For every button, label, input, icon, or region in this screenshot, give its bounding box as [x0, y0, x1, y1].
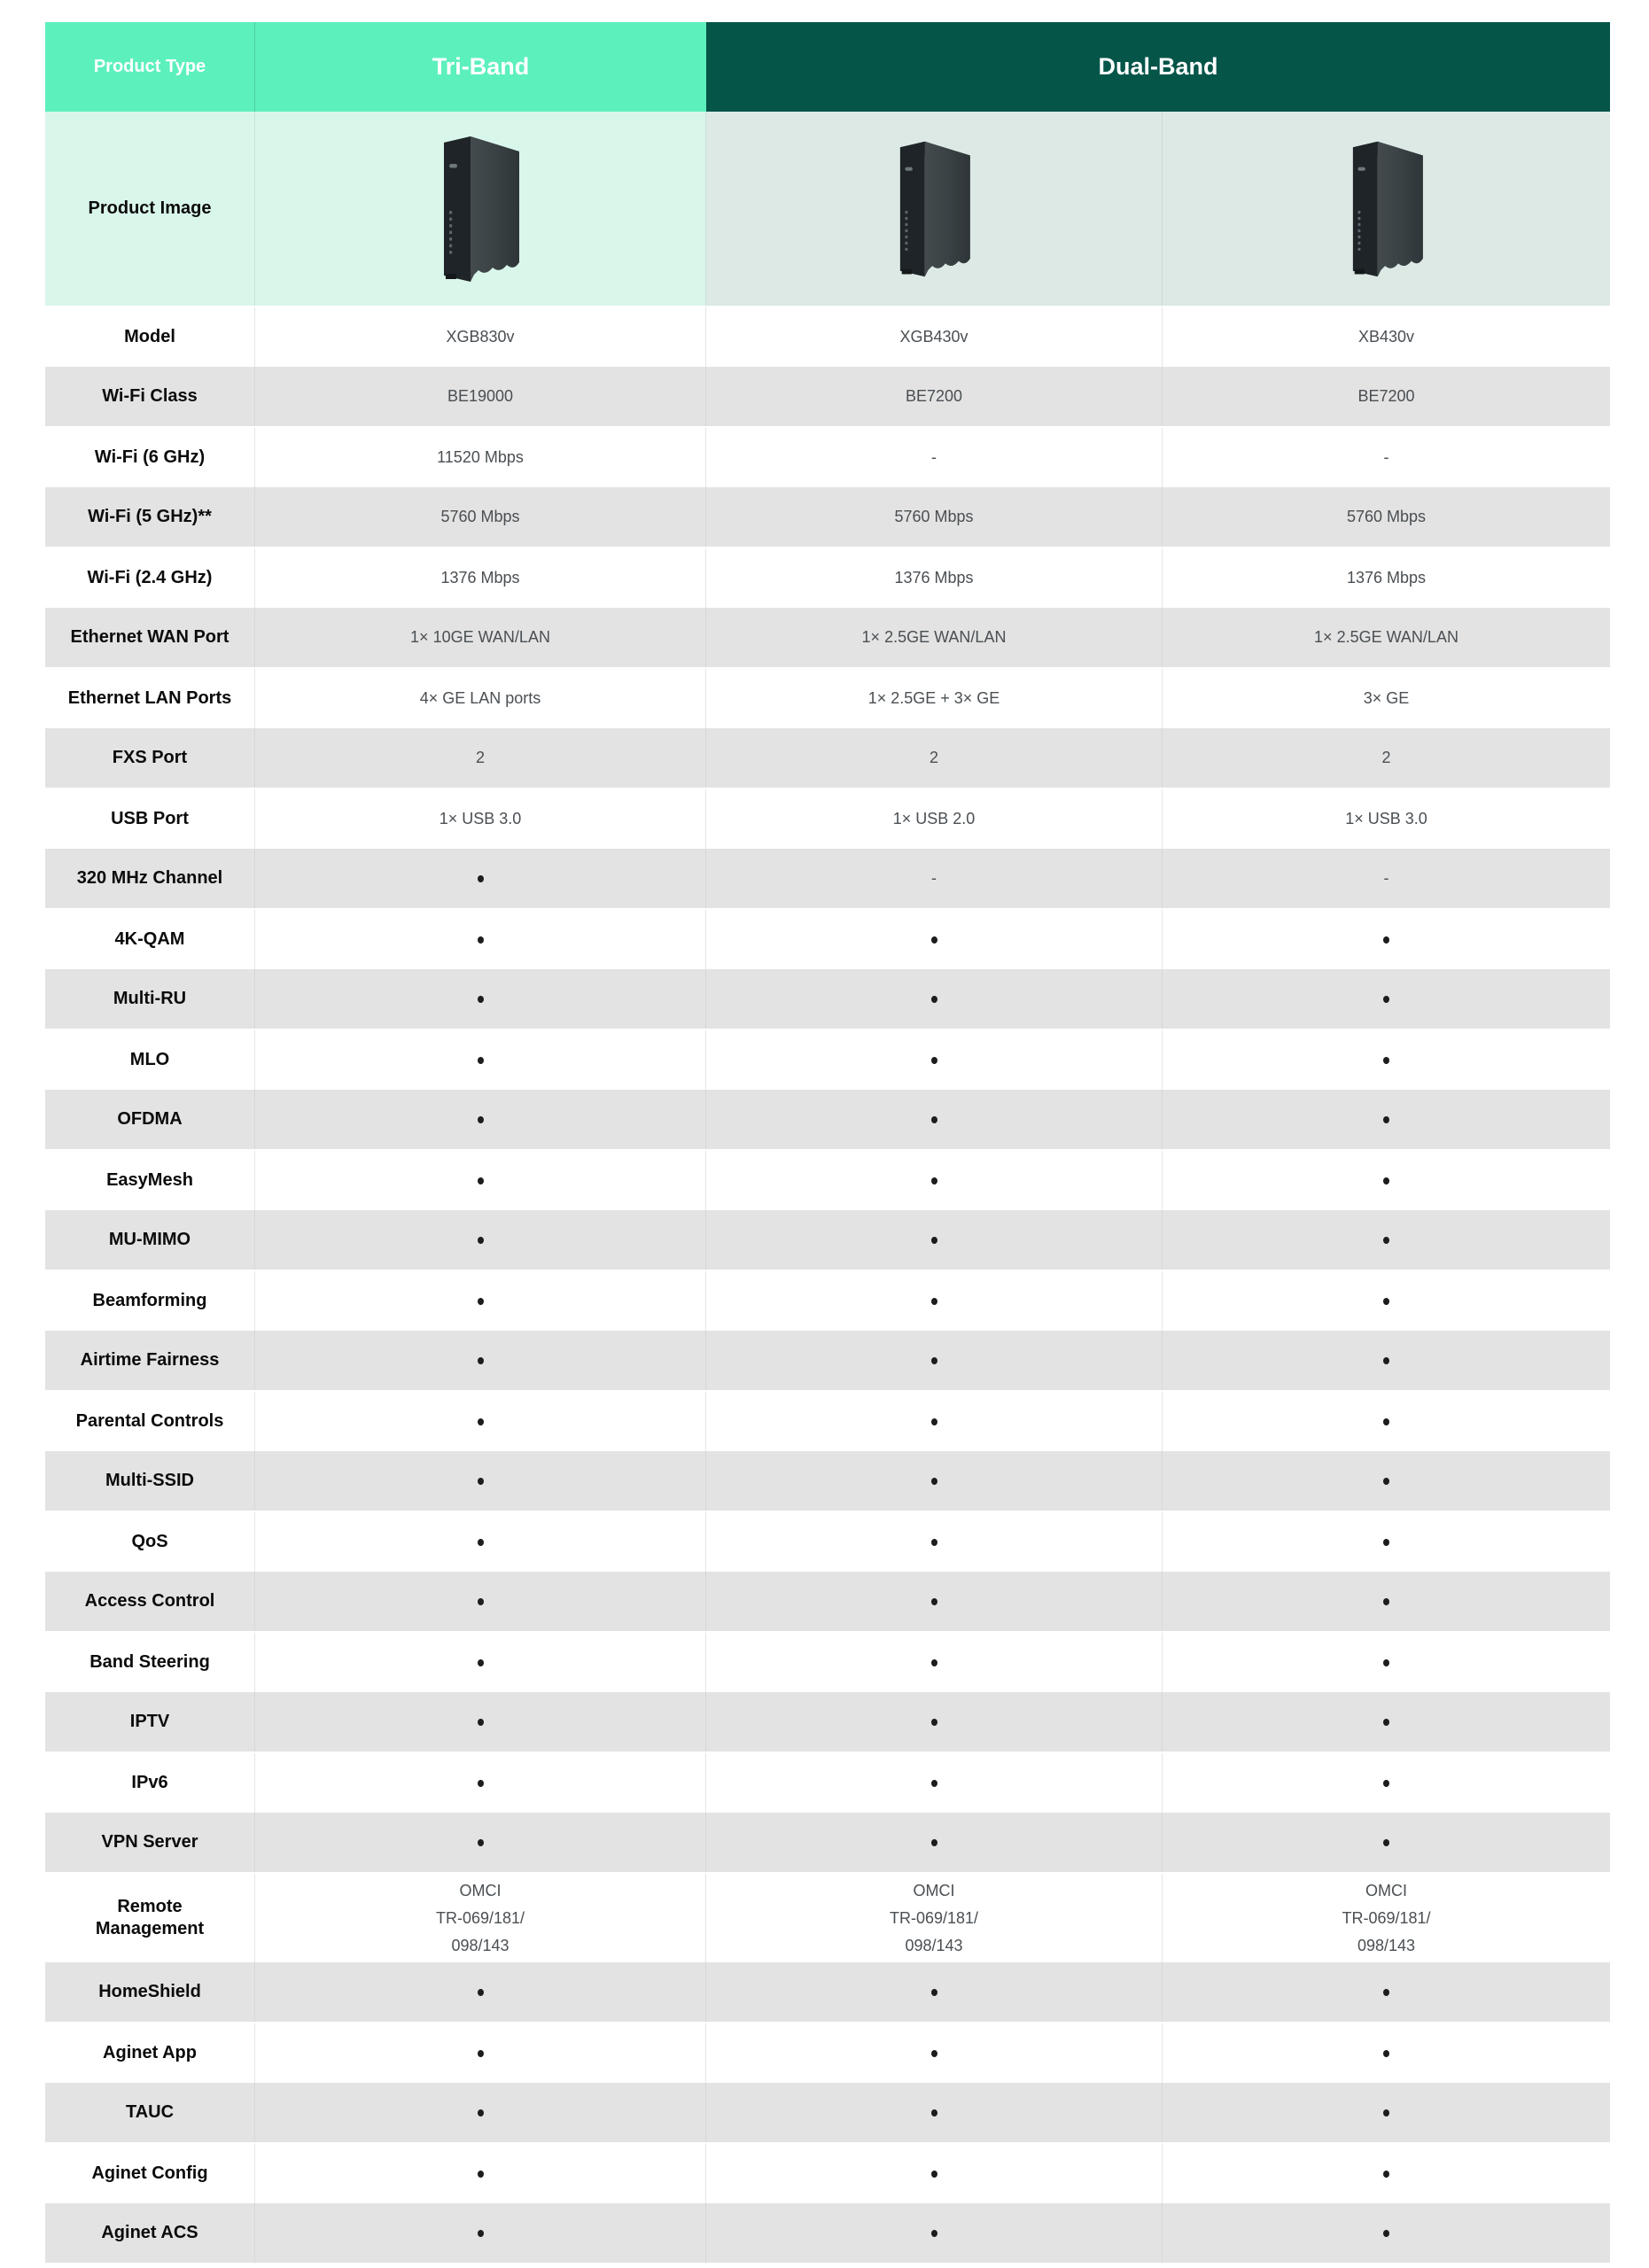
- feature-supported-cell: [1163, 2144, 1610, 2203]
- spec-row: [45, 1962, 1610, 2023]
- spec-row: [45, 849, 1610, 910]
- router-image: [434, 131, 526, 287]
- bullet-dot-icon: [931, 1237, 937, 1244]
- bullet-dot-icon: [1383, 1237, 1389, 1244]
- row-label: [45, 1090, 255, 1149]
- spec-row: [45, 307, 1610, 367]
- bullet-dot-icon: [931, 1418, 937, 1425]
- feature-supported-cell: [1163, 1331, 1610, 1390]
- spec-row: [45, 1331, 1610, 1392]
- feature-supported-cell: [255, 1692, 706, 1751]
- bullet-dot-icon: [1383, 2050, 1389, 2057]
- bullet-dot-icon: [1383, 1659, 1389, 1666]
- product-image-row: [45, 112, 1610, 307]
- row-label-text: Model: [124, 327, 175, 346]
- feature-supported-cell: [706, 969, 1163, 1029]
- spec-value: BE7200: [706, 367, 1163, 426]
- bullet-dot-icon: [931, 1177, 937, 1184]
- row-label: [45, 849, 255, 908]
- bullet-dot-icon: [478, 875, 484, 882]
- bullet-dot-icon: [478, 1237, 484, 1244]
- feature-supported-cell: [255, 1210, 706, 1270]
- spec-row: [45, 1692, 1610, 1753]
- bullet-dot-icon: [1383, 1177, 1389, 1184]
- dual-band-label: Dual-Band: [1098, 53, 1218, 80]
- spec-row: [45, 1151, 1610, 1210]
- feature-supported-cell: [255, 1030, 706, 1090]
- bullet-dot-icon: [1383, 1116, 1389, 1123]
- feature-supported-cell: [255, 1753, 706, 1813]
- bullet-dot-icon: [931, 1539, 937, 1546]
- spec-value: 1× 2.5GE WAN/LAN: [706, 608, 1163, 667]
- row-label: [45, 2083, 255, 2142]
- row-label-text: Aginet App: [103, 2043, 197, 2062]
- row-label-text: MU-MIMO: [108, 1230, 191, 1249]
- spec-row: [45, 789, 1610, 849]
- row-label-text: MLO: [129, 1050, 170, 1069]
- row-label: [45, 728, 255, 788]
- feature-supported-cell: [255, 1331, 706, 1390]
- row-label-text: IPTV: [129, 1712, 170, 1731]
- bullet-dot-icon: [931, 936, 937, 944]
- product-image-label-cell: [45, 112, 255, 306]
- row-label-text: Multi-SSID: [105, 1471, 194, 1490]
- feature-supported-cell: [255, 1572, 706, 1631]
- bullet-dot-icon: [1383, 1478, 1389, 1485]
- feature-supported-cell: [1163, 1210, 1610, 1270]
- feature-supported-cell: [706, 1633, 1163, 1692]
- row-label: [45, 1813, 255, 1872]
- spec-value: -: [706, 428, 1163, 487]
- spec-value-line: OMCI: [1365, 1881, 1407, 1899]
- feature-supported-cell: [1163, 1572, 1610, 1631]
- spec-value: 3× GE: [1363, 689, 1410, 707]
- feature-supported-cell: [255, 969, 706, 1029]
- feature-supported-cell: [255, 849, 706, 908]
- row-label-text: QoS: [131, 1532, 168, 1551]
- bullet-dot-icon: [1383, 1357, 1389, 1364]
- feature-supported-cell: [706, 1451, 1163, 1511]
- bullet-dot-icon: [1383, 1418, 1389, 1425]
- table-header-row: [45, 22, 1610, 112]
- bullet-dot-icon: [478, 1598, 484, 1605]
- feature-supported-cell: [1163, 2203, 1610, 2263]
- spec-value: 5760 Mbps: [706, 487, 1163, 547]
- bullet-dot-icon: [478, 1357, 484, 1364]
- spec-value: XB430v: [1357, 328, 1415, 346]
- feature-supported-cell: [1163, 1271, 1610, 1331]
- spec-value: 1× USB 3.0: [1345, 810, 1427, 827]
- row-label-text: Access Control: [84, 1591, 215, 1611]
- bullet-dot-icon: [478, 1298, 484, 1305]
- row-label: [45, 1210, 255, 1270]
- feature-supported-cell: [255, 2023, 706, 2083]
- spec-row: [45, 969, 1610, 1030]
- spec-value: -: [706, 849, 1163, 908]
- router-image: [888, 131, 980, 287]
- feature-supported-cell: [255, 910, 706, 969]
- bullet-dot-icon: [478, 2171, 484, 2178]
- row-label: [45, 1512, 255, 1572]
- dual-band-header: [706, 22, 1610, 112]
- feature-supported-cell: [255, 1962, 706, 2022]
- bullet-dot-icon: [478, 1719, 484, 1726]
- row-label: [45, 2144, 255, 2203]
- spec-row: [45, 1210, 1610, 1271]
- feature-supported-cell: [706, 1151, 1163, 1210]
- feature-supported-cell: [706, 2144, 1163, 2203]
- row-label: [45, 1271, 255, 1331]
- spec-table-body: [45, 307, 1610, 2264]
- bullet-dot-icon: [478, 1780, 484, 1787]
- product-image-cell-xgb830v: [255, 112, 706, 306]
- feature-supported-cell: [706, 1512, 1163, 1572]
- spec-value: 5760 Mbps: [255, 487, 706, 547]
- spec-row: [45, 1271, 1610, 1331]
- row-label: [45, 1331, 255, 1390]
- spec-value-multiline: [706, 1874, 1163, 1962]
- bullet-dot-icon: [931, 1357, 937, 1364]
- row-label: [45, 1962, 255, 2022]
- spec-value: 1376 Mbps: [706, 548, 1163, 608]
- feature-supported-cell: [1163, 969, 1610, 1029]
- spec-value: 1× USB 2.0: [706, 789, 1163, 849]
- bullet-dot-icon: [1383, 1839, 1389, 1846]
- spec-value-line: TR-069/181/: [889, 1908, 979, 1927]
- bullet-dot-icon: [478, 1478, 484, 1485]
- row-label-text: Wi-Fi (5 GHz)**: [88, 507, 212, 526]
- spec-row: [45, 728, 1610, 789]
- feature-supported-cell: [706, 1572, 1163, 1631]
- row-label-text: VPN Server: [101, 1832, 198, 1852]
- feature-supported-cell: [255, 1813, 706, 1872]
- spec-value-line: OMCI: [913, 1881, 955, 1899]
- row-label: [45, 608, 255, 667]
- bullet-dot-icon: [931, 996, 937, 1003]
- row-label-text: Wi-Fi (2.4 GHz): [87, 568, 213, 587]
- bullet-dot-icon: [478, 1989, 484, 1996]
- feature-supported-cell: [1163, 910, 1610, 969]
- feature-supported-cell: [255, 1090, 706, 1149]
- row-label-text: Wi-Fi (6 GHz): [94, 447, 206, 467]
- feature-supported-cell: [1163, 1090, 1610, 1149]
- spec-value-multiline: [1163, 1874, 1610, 1962]
- feature-supported-cell: [1163, 1813, 1610, 1872]
- spec-row: [45, 548, 1610, 608]
- spec-value: 1× 10GE WAN/LAN: [255, 608, 706, 667]
- feature-supported-cell: [706, 2083, 1163, 2142]
- spec-value: BE19000: [255, 367, 706, 426]
- feature-supported-cell: [706, 1392, 1163, 1451]
- feature-supported-cell: [1163, 1512, 1610, 1572]
- spec-value-line: TR-069/181/: [435, 1908, 525, 1927]
- row-label: [45, 2023, 255, 2083]
- feature-supported-cell: [706, 910, 1163, 969]
- feature-supported-cell: [1163, 2083, 1610, 2142]
- row-label: [45, 428, 255, 487]
- router-illustration: [891, 136, 977, 282]
- spec-value: 1× USB 3.0: [255, 789, 706, 849]
- spec-value: 1376 Mbps: [255, 548, 706, 608]
- row-label: [45, 1692, 255, 1751]
- bullet-dot-icon: [1383, 2230, 1389, 2237]
- row-label: [45, 1451, 255, 1511]
- row-label-text: TAUC: [125, 2102, 175, 2122]
- row-label: [45, 910, 255, 969]
- feature-supported-cell: [706, 1331, 1163, 1390]
- bullet-dot-icon: [1383, 1298, 1389, 1305]
- spec-value: XGB830v: [255, 307, 706, 367]
- tri-band-header: [255, 22, 706, 112]
- bullet-dot-icon: [1383, 2109, 1389, 2117]
- feature-supported-cell: [706, 2023, 1163, 2083]
- comparison-table: [45, 22, 1610, 2264]
- feature-supported-cell: [255, 1151, 706, 1210]
- spec-value-line: TR-069/181/: [1342, 1908, 1431, 1927]
- feature-supported-cell: [706, 1692, 1163, 1751]
- row-label-text: IPv6: [131, 1773, 168, 1792]
- bullet-dot-icon: [931, 1780, 937, 1787]
- feature-supported-cell: [1163, 1451, 1610, 1511]
- feature-supported-cell: [706, 1813, 1163, 1872]
- row-label: [45, 367, 255, 426]
- row-label: [45, 1392, 255, 1451]
- feature-supported-cell: [706, 1753, 1163, 1813]
- bullet-dot-icon: [478, 2230, 484, 2237]
- product-type-label: Product Type: [93, 57, 206, 76]
- spec-row: [45, 1633, 1610, 1692]
- bullet-dot-icon: [478, 1839, 484, 1846]
- spec-row: [45, 428, 1610, 487]
- row-label-text: FXS Port: [112, 748, 188, 767]
- spec-value-line: 098/143: [905, 1936, 963, 1954]
- spec-row: [45, 2083, 1610, 2144]
- bullet-dot-icon: [1383, 1719, 1389, 1726]
- router-illustration: [1343, 136, 1429, 282]
- spec-value: 4× GE LAN ports: [255, 669, 706, 728]
- feature-supported-cell: [1163, 1030, 1610, 1090]
- feature-supported-cell: [1163, 2023, 1610, 2083]
- spec-row: [45, 669, 1610, 728]
- bullet-dot-icon: [931, 2171, 937, 2178]
- feature-supported-cell: [706, 1090, 1163, 1149]
- bullet-dot-icon: [478, 996, 484, 1003]
- bullet-dot-icon: [931, 1839, 937, 1846]
- spec-value: 5760 Mbps: [1346, 508, 1427, 525]
- bullet-dot-icon: [931, 1659, 937, 1666]
- spec-value-line: 098/143: [451, 1936, 509, 1954]
- bullet-dot-icon: [1383, 996, 1389, 1003]
- bullet-dot-icon: [931, 1719, 937, 1726]
- spec-row: [45, 1392, 1610, 1451]
- row-label: [45, 1151, 255, 1210]
- bullet-dot-icon: [1383, 1598, 1389, 1605]
- row-label-text: HomeShield: [98, 1982, 201, 2001]
- spec-row: [45, 2023, 1610, 2083]
- row-label-text: Beamforming: [92, 1291, 207, 1310]
- feature-supported-cell: [255, 2083, 706, 2142]
- feature-supported-cell: [1163, 1633, 1610, 1692]
- bullet-dot-icon: [478, 1539, 484, 1546]
- spec-value: 2: [255, 728, 706, 788]
- spec-value: 2: [1381, 749, 1391, 766]
- bullet-dot-icon: [931, 2050, 937, 2057]
- feature-supported-cell: [706, 1210, 1163, 1270]
- spec-value: XGB430v: [706, 307, 1163, 367]
- bullet-dot-icon: [1383, 2171, 1389, 2178]
- bullet-dot-icon: [1383, 1539, 1389, 1546]
- router-image: [1341, 131, 1433, 287]
- bullet-dot-icon: [478, 2050, 484, 2057]
- bullet-dot-icon: [931, 1989, 937, 1996]
- spec-row: [45, 1753, 1610, 1813]
- row-label: [45, 2203, 255, 2263]
- spec-value: 1× 2.5GE WAN/LAN: [1314, 628, 1458, 646]
- feature-supported-cell: [706, 1962, 1163, 2022]
- spec-row: [45, 2203, 1610, 2264]
- bullet-dot-icon: [478, 1116, 484, 1123]
- bullet-dot-icon: [931, 1116, 937, 1123]
- spec-row: [45, 1813, 1610, 1874]
- spec-row: [45, 487, 1610, 548]
- row-label-text: Aginet Config: [91, 2163, 208, 2183]
- feature-supported-cell: [255, 1451, 706, 1511]
- spec-row: [45, 1090, 1610, 1151]
- row-label: [45, 548, 255, 608]
- bullet-dot-icon: [478, 1177, 484, 1184]
- feature-supported-cell: [255, 1512, 706, 1572]
- row-label-text: Aginet ACS: [101, 2223, 198, 2242]
- feature-supported-cell: [706, 2203, 1163, 2263]
- spec-row: [45, 910, 1610, 969]
- spec-row: [45, 2144, 1610, 2203]
- spec-row: [45, 608, 1610, 669]
- feature-supported-cell: [706, 1271, 1163, 1331]
- tri-band-label: Tri-Band: [432, 53, 530, 80]
- row-label-text: EasyMesh: [106, 1170, 193, 1190]
- bullet-dot-icon: [931, 1057, 937, 1064]
- row-label: [45, 307, 255, 367]
- bullet-dot-icon: [931, 1598, 937, 1605]
- row-label-text: 320 MHz Channel: [76, 868, 223, 888]
- row-label-text: Ethernet LAN Ports: [67, 688, 232, 708]
- product-image-cell-xgb430v: [706, 112, 1163, 306]
- bullet-dot-icon: [1383, 1780, 1389, 1787]
- row-label: [45, 1633, 255, 1692]
- feature-supported-cell: [255, 1271, 706, 1331]
- spec-value-line: OMCI: [459, 1881, 502, 1899]
- row-label: [45, 669, 255, 728]
- spec-row: [45, 1512, 1610, 1572]
- row-label-text: Ethernet WAN Port: [70, 627, 229, 647]
- feature-supported-cell: [255, 2203, 706, 2263]
- row-label: [45, 1030, 255, 1090]
- row-label: [45, 789, 255, 849]
- row-label: [45, 1874, 255, 1962]
- bullet-dot-icon: [478, 2109, 484, 2117]
- spec-value: -: [1383, 448, 1389, 466]
- row-label: [45, 969, 255, 1029]
- feature-supported-cell: [255, 2144, 706, 2203]
- row-label-text: OFDMA: [117, 1109, 183, 1129]
- bullet-dot-icon: [478, 936, 484, 944]
- spec-value: 1376 Mbps: [1346, 569, 1427, 586]
- spec-value: BE7200: [1357, 387, 1415, 405]
- bullet-dot-icon: [478, 1057, 484, 1064]
- spec-row: [45, 1572, 1610, 1633]
- product-image-label: Product Image: [88, 198, 212, 218]
- feature-supported-cell: [255, 1633, 706, 1692]
- row-label-text: 4K-QAM: [114, 929, 185, 949]
- spec-value-line: 098/143: [1357, 1936, 1416, 1954]
- product-type-header: [45, 22, 255, 112]
- bullet-dot-icon: [478, 1418, 484, 1425]
- row-label: [45, 1753, 255, 1813]
- row-label-text: Parental Controls: [75, 1411, 224, 1431]
- row-label-text: Remote Management: [95, 1897, 205, 1938]
- spec-row: [45, 1451, 1610, 1512]
- bullet-dot-icon: [931, 1478, 937, 1485]
- spec-value: 11520 Mbps: [255, 428, 706, 487]
- spec-value: 2: [706, 728, 1163, 788]
- feature-supported-cell: [255, 1392, 706, 1451]
- row-label-text: Airtime Fairness: [80, 1350, 220, 1370]
- bullet-dot-icon: [1383, 1989, 1389, 1996]
- spec-row: [45, 1874, 1610, 1962]
- row-label: [45, 487, 255, 547]
- spec-value-multiline: [255, 1874, 706, 1962]
- router-illustration: [434, 131, 526, 287]
- product-image-cell-xb430v: [1163, 112, 1610, 306]
- row-label-text: Band Steering: [89, 1652, 210, 1672]
- bullet-dot-icon: [1383, 936, 1389, 944]
- row-label-text: USB Port: [111, 809, 189, 828]
- bullet-dot-icon: [931, 2230, 937, 2237]
- spec-value: -: [1383, 869, 1389, 887]
- row-label: [45, 1572, 255, 1631]
- bullet-dot-icon: [931, 1298, 937, 1305]
- spec-value: 1× 2.5GE + 3× GE: [706, 669, 1163, 728]
- row-label-text: Multi-RU: [113, 989, 187, 1008]
- spec-row: [45, 367, 1610, 428]
- feature-supported-cell: [706, 1030, 1163, 1090]
- feature-supported-cell: [1163, 1392, 1610, 1451]
- bullet-dot-icon: [478, 1659, 484, 1666]
- bullet-dot-icon: [1383, 1057, 1389, 1064]
- row-label-text: Wi-Fi Class: [102, 386, 198, 406]
- feature-supported-cell: [1163, 1753, 1610, 1813]
- feature-supported-cell: [1163, 1692, 1610, 1751]
- spec-row: [45, 1030, 1610, 1090]
- bullet-dot-icon: [931, 2109, 937, 2117]
- feature-supported-cell: [1163, 1151, 1610, 1210]
- feature-supported-cell: [1163, 1962, 1610, 2022]
